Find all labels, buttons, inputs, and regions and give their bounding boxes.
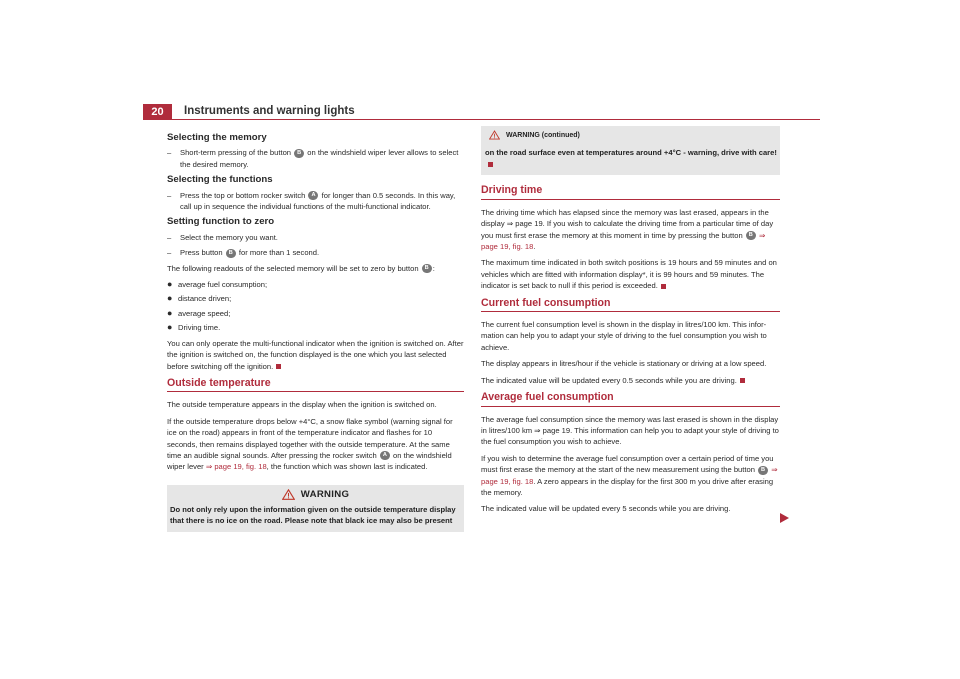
current-text-2: The display appears in litres/hour if the vehicle is stationary or driving at a low speed. — [481, 359, 767, 369]
page-link[interactable]: ⇒ page 19, fig. 18 — [481, 465, 778, 486]
step-memory: – Short-term pressing of the button B on the windshield wiper lever allows to select the desired memory. — [167, 148, 459, 169]
section-end-icon — [740, 378, 745, 383]
button-b-icon: B — [226, 249, 236, 258]
next-page-arrow-icon — [780, 513, 789, 523]
driving-text-1: The driving time which has elapsed since the memory was last erased, appears in the display ⇒ page 19. If you wish to calculate the driving time from a particular time of day you must first erase the memory at this moment in time by pressing the button B ⇒ page 19, fig. 18. — [481, 207, 774, 252]
warning-continued-text: on the road surface even at temperatures around +4°C - warning, drive with care! — [485, 147, 777, 169]
section-end-icon — [276, 364, 281, 369]
button-b-icon: B — [758, 466, 768, 475]
warning-triangle-icon — [489, 130, 500, 140]
list-item: ● Driving time. — [167, 322, 221, 333]
heading-selecting-memory: Selecting the memory — [167, 132, 267, 143]
button-a-icon: A — [380, 451, 390, 460]
section-end-icon — [488, 162, 493, 167]
page-link[interactable]: ⇒ page 19, fig. 18 — [205, 462, 267, 472]
bullet-icon: ● — [167, 293, 173, 304]
button-a-icon: A — [308, 191, 318, 200]
outside-text-2: If the outside temperature drops below +4°C, a snow flake symbol (warning signal for ice on the road) appears in front of the temperature indicator and flashes for 10 seconds, then remains displayed together with the outside temperature. At the same time an audible signal sounds. After pressing the rocker switch A on the windshield wiper lever ⇒ page 19, fig. 18, the function which was shown last is indicated. — [167, 416, 453, 472]
zero-readouts-list — [167, 279, 464, 334]
warning-continued-label: WARNING (continued) — [489, 130, 777, 141]
heading-average-fuel: Average fuel consumption — [481, 392, 780, 406]
bullet-icon: ● — [167, 279, 173, 290]
running-header: Instruments and warning lights — [184, 105, 355, 117]
average-text-3: The indicated value will be updated every 5 seconds while you are driving. — [481, 504, 731, 514]
heading-selecting-functions: Selecting the functions — [167, 174, 273, 186]
heading-setting-zero: Setting function to zero — [167, 216, 275, 228]
button-b-icon: B — [294, 149, 304, 158]
page-number: 20 — [143, 104, 172, 120]
list-item: ● average fuel consumption; — [167, 279, 268, 290]
heading-driving-time: Driving time — [481, 185, 780, 199]
outside-text-1: The outside temperature appears in the display when the ignition is switched on. — [167, 400, 437, 410]
bullet-icon: ● — [167, 322, 173, 333]
heading-current-fuel: Current fuel consumption — [481, 298, 780, 312]
bullet-icon: ● — [167, 307, 173, 318]
warning-box — [167, 485, 464, 532]
zero-operate-text: You can only operate the multi-functional indicator when the ignition is switched on. After the ignition is switched on, the function displayed is the one which you last selected before switching off the ignition. — [167, 338, 464, 371]
right-column — [481, 128, 780, 520]
heading-outside-temperature: Outside temperature — [167, 378, 464, 392]
button-b-icon: B — [422, 264, 432, 273]
zero-readouts-text: The following readouts of the selected memory will be set to zero by button B : — [167, 263, 435, 273]
step-zero-2: – Press button B for more than 1 second. — [167, 248, 320, 258]
list-item: ● distance driven; — [167, 293, 232, 304]
warning-triangle-icon — [282, 489, 295, 500]
current-text-3: The indicated value will be updated every 0.5 seconds while you are driving. — [481, 375, 780, 386]
step-functions: – Press the top or bottom rocker switch A for longer than 0.5 seconds. In this way, call up in sequence the individual functions of the multi-functional indicator. — [167, 190, 456, 212]
step-zero-1: – Select the memory you want. — [167, 232, 278, 242]
average-text-1: The average fuel consumption since the memory was last erased is shown in the display in litres/100 km ⇒ page 19. This information can help you to adapt your style of driving to the fuel consumption you wish to achieve. — [481, 414, 779, 447]
list-item: ● average speed; — [167, 307, 231, 318]
current-text-1: The current fuel consumption level is shown in the display in litres/100 km. This infor-mation can help you to adapt your style of driving to the fuel consumption you wish to achieve. — [481, 320, 767, 352]
button-b-icon: B — [746, 231, 756, 240]
driving-text-2: The maximum time indicated in both switch positions is 19 hours and 59 minutes and on vehicles which are fitted with information display*, it is 99 hours and 59 minutes. The indicator is set back to null if this period is exceeded. — [481, 258, 777, 291]
warning-text: Do not only rely upon the information given on the outside temperature display that there is no ice on the road. Please note that black ice may also be present — [170, 505, 456, 526]
left-column — [167, 128, 464, 532]
section-end-icon — [661, 284, 666, 289]
average-text-2: If you wish to determine the average fuel consumption over a certain period of time you must first erase the memory at the start of the new measurement using the button B ⇒ page 19, fig. 18. A zero appears in the display for the first 300 m you drive after erasing the memory. — [481, 453, 778, 497]
header-rule — [143, 119, 820, 120]
warning-heading: WARNING — [170, 489, 461, 500]
warning-continued-box — [481, 126, 780, 175]
page-link[interactable]: ⇒ page 19, fig. 18 — [481, 230, 766, 252]
